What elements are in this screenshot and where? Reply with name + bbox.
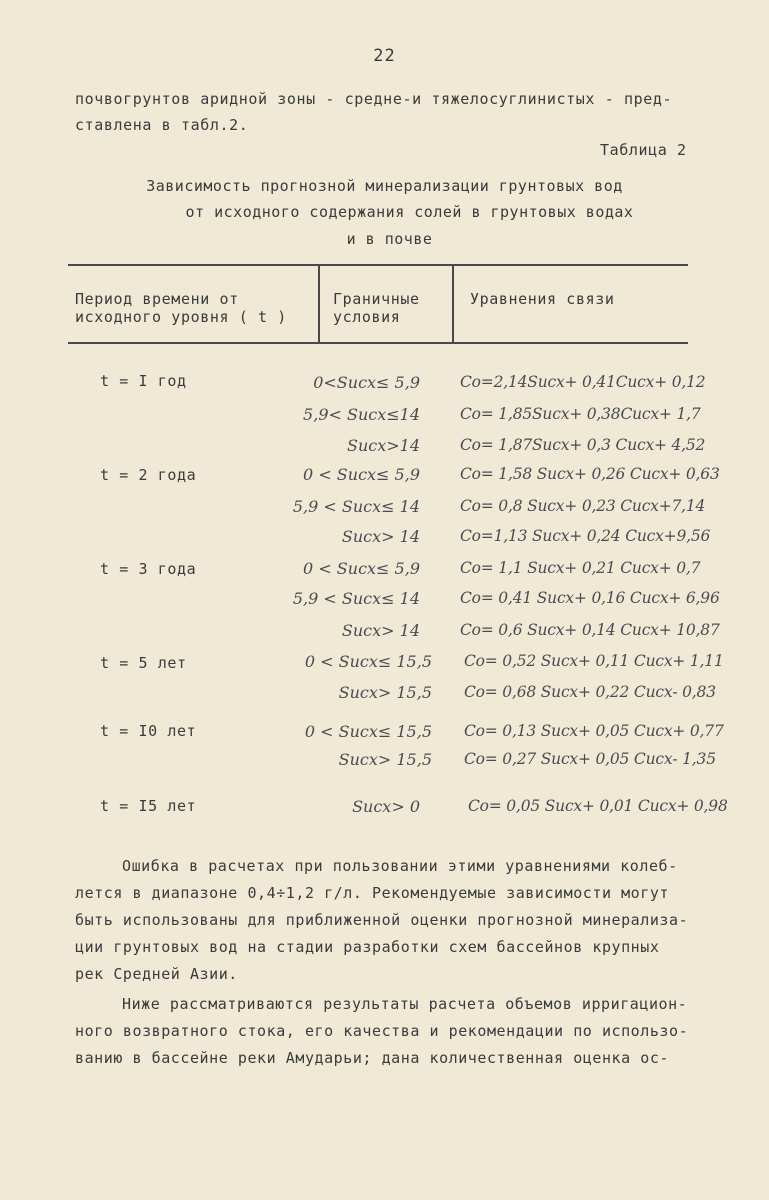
condition-cell: Sисх> 15,5 [338, 683, 432, 702]
table-caption: Таблица 2 [600, 141, 687, 159]
paragraph-1-line: Ошибка в расчетах при пользовании этими уравнениями колеб- [122, 857, 678, 875]
equation-cell: Co= 0,13 Sисх+ 0,05 Cисх+ 0,77 [464, 722, 724, 740]
equation-cell: Co= 0,68 Sисх+ 0,22 Cисх- 0,83 [464, 683, 716, 701]
equation-cell: Co= 0,41 Sисх+ 0,16 Cисх+ 6,96 [460, 589, 720, 607]
condition-cell: Sисх> 14 [341, 527, 420, 546]
period-label: t = I год [100, 372, 187, 390]
table-title-line-3: и в почве [346, 230, 433, 248]
condition-cell: 0 < Sисх≤ 15,5 [304, 652, 432, 671]
equation-cell: Co= 0,05 Sисх+ 0,01 Cисх+ 0,98 [468, 797, 728, 815]
equation-cell: Co= 0,27 Sисх+ 0,05 Cисх- 1,35 [464, 750, 716, 768]
condition-cell: 0<Sисх≤ 5,9 [313, 373, 420, 392]
condition-cell: 0 < Sисх≤ 5,9 [303, 559, 420, 578]
paragraph-1-line: лется в диапазоне 0,4÷1,2 г/л. Рекомендуемые зависимости могут [75, 884, 670, 902]
intro-line-2: ставлена в табл.2. [75, 116, 249, 134]
condition-cell: Sисх> 0 [352, 797, 420, 816]
period-label: t = 2 года [100, 466, 197, 484]
header-period-line-2: исходного уровня ( t ) [75, 308, 287, 326]
paragraph-1-line: быть использованы для приближенной оценки прогнозной минерализа- [75, 911, 689, 929]
header-equations: Уравнения связи [470, 290, 615, 308]
table-column-divider-1 [318, 265, 320, 343]
condition-cell: Sисх> 14 [341, 621, 420, 640]
condition-cell: 5,9 < Sисх≤ 14 [292, 589, 420, 608]
table-column-divider-2 [452, 265, 454, 343]
equation-cell: Co= 1,87Sисх+ 0,3 Cисх+ 4,52 [460, 436, 706, 454]
period-label: t = 5 лет [100, 654, 187, 672]
equation-cell: Co= 1,85Sисх+ 0,38Cисх+ 1,7 [460, 405, 701, 423]
paragraph-2-line: ванию в бассейне реки Амударьи; дана количественная оценка ос- [75, 1049, 670, 1067]
equation-cell: Co=2,14Sисх+ 0,41Cисх+ 0,12 [460, 373, 706, 391]
header-conditions-line-2: условия [333, 308, 401, 326]
table-title-line-1: Зависимость прогнозной минерализации грунтовых вод [146, 177, 623, 195]
paragraph-1-line: рек Средней Азии. [75, 965, 238, 983]
header-period-line-1: Период времени от [75, 290, 239, 308]
equation-cell: Co= 0,8 Sисх+ 0,23 Cисх+7,14 [460, 497, 706, 515]
header-period [75, 290, 287, 326]
paragraph-1-line: ции грунтовых вод на стадии разработки схем бассейнов крупных [75, 938, 660, 956]
period-label: t = I0 лет [100, 722, 197, 740]
condition-cell: 0 < Sисх≤ 5,9 [303, 465, 420, 484]
paragraph-2-line: ного возвратного стока, его качества и рекомендации по использо- [75, 1022, 689, 1040]
table-title-line-2: от исходного содержания солей в грунтовых водах [185, 203, 634, 221]
equation-cell: Co= 1,1 Sисх+ 0,21 Cисх+ 0,7 [460, 559, 701, 577]
equation-cell: Co=1,13 Sисх+ 0,24 Cисх+9,56 [460, 527, 711, 545]
equation-cell: Co= 0,52 Sисх+ 0,11 Cисх+ 1,11 [464, 652, 724, 670]
table-header-rule [68, 342, 688, 344]
equation-cell: Co= 0,6 Sисх+ 0,14 Cисх+ 10,87 [460, 621, 720, 639]
equation-cell: Co= 1,58 Sисх+ 0,26 Cисх+ 0,63 [460, 465, 720, 483]
paragraph-2-line: Ниже рассматриваются результаты расчета объемов ирригацион- [122, 995, 688, 1013]
condition-cell: 0 < Sисх≤ 15,5 [304, 722, 432, 741]
period-label: t = 3 года [100, 560, 197, 578]
intro-line-1: почвогрунтов аридной зоны - средне-и тяжелосуглинистых - пред- [75, 90, 673, 108]
condition-cell: Sисх> 15,5 [338, 750, 432, 769]
condition-cell: 5,9< Sисх≤14 [303, 405, 420, 424]
period-label: t = I5 лет [100, 797, 197, 815]
condition-cell: 5,9 < Sисх≤ 14 [292, 497, 420, 516]
header-conditions [333, 290, 420, 326]
condition-cell: Sисх>14 [346, 436, 420, 455]
header-conditions-line-1: Граничные [333, 290, 420, 308]
table-top-rule [68, 264, 688, 266]
page-number: 22 [373, 46, 396, 66]
